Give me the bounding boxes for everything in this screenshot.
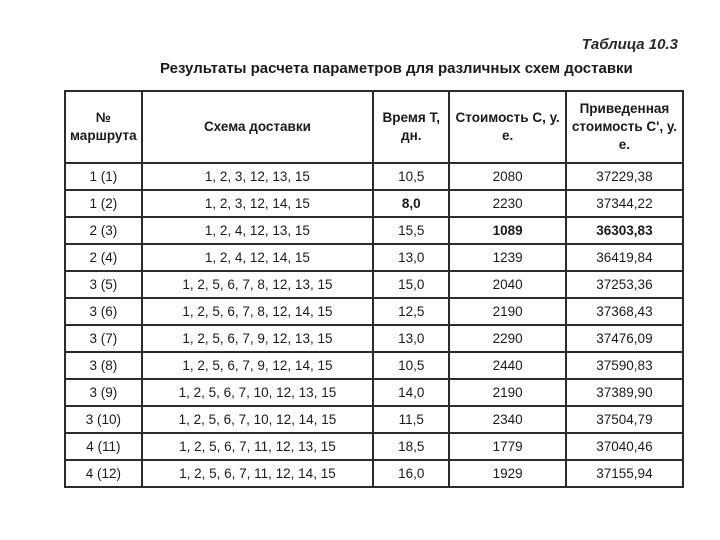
cell-scheme: 1, 2, 5, 6, 7, 11, 12, 14, 15 (142, 460, 373, 487)
cell-cost: 2290 (449, 325, 565, 352)
table-row (65, 163, 683, 190)
cell-reduced-cost: 37155,94 (566, 460, 683, 487)
cell-time: 18,5 (373, 433, 449, 460)
cell-route: 4 (12) (65, 460, 142, 487)
cell-reduced-cost: 37590,83 (566, 352, 683, 379)
cell-route: 1 (2) (65, 190, 142, 217)
cell-cost: 2190 (449, 379, 565, 406)
cell-reduced-cost: 37389,90 (566, 379, 683, 406)
table-row (65, 460, 683, 487)
table-row (65, 352, 683, 379)
cell-cost: 1239 (449, 244, 565, 271)
cell-reduced-cost: 37504,79 (566, 406, 683, 433)
cell-cost: 2040 (449, 271, 565, 298)
cell-cost: 1929 (449, 460, 565, 487)
cell-time: 15,0 (373, 271, 449, 298)
cell-reduced-cost: 37344,22 (566, 190, 683, 217)
cell-time: 11,5 (373, 406, 449, 433)
table-row (65, 190, 683, 217)
cell-scheme: 1, 2, 4, 12, 14, 15 (142, 244, 373, 271)
results-table (64, 90, 684, 488)
cell-scheme: 1, 2, 5, 6, 7, 8, 12, 13, 15 (142, 271, 373, 298)
cell-route: 2 (3) (65, 217, 142, 244)
cell-time: 12,5 (373, 298, 449, 325)
cell-reduced-cost: 37476,09 (566, 325, 683, 352)
cell-cost: 2190 (449, 298, 565, 325)
cell-reduced-cost: 36303,83 (566, 217, 683, 244)
cell-cost: 2230 (449, 190, 565, 217)
cell-cost: 1089 (449, 217, 565, 244)
cell-route: 4 (11) (65, 433, 142, 460)
cell-scheme: 1, 2, 5, 6, 7, 11, 12, 13, 15 (142, 433, 373, 460)
cell-route: 3 (9) (65, 379, 142, 406)
header-scheme: Схема доставки (142, 91, 373, 163)
cell-scheme: 1, 2, 3, 12, 14, 15 (142, 190, 373, 217)
cell-route: 2 (4) (65, 244, 142, 271)
cell-reduced-cost: 37229,38 (566, 163, 683, 190)
cell-time: 13,0 (373, 244, 449, 271)
cell-time: 10,5 (373, 163, 449, 190)
cell-time: 14,0 (373, 379, 449, 406)
cell-route: 3 (8) (65, 352, 142, 379)
header-row (65, 91, 683, 163)
table-header (65, 91, 683, 163)
cell-scheme: 1, 2, 5, 6, 7, 9, 12, 14, 15 (142, 352, 373, 379)
cell-route: 3 (7) (65, 325, 142, 352)
header-route: № маршрута (65, 91, 142, 163)
cell-time: 16,0 (373, 460, 449, 487)
header-time: Время T, дн. (373, 91, 449, 163)
table-row (65, 406, 683, 433)
cell-cost: 2340 (449, 406, 565, 433)
cell-route: 3 (10) (65, 406, 142, 433)
cell-time: 13,0 (373, 325, 449, 352)
cell-route: 3 (6) (65, 298, 142, 325)
table-caption: Таблица 10.3 (581, 36, 678, 53)
cell-reduced-cost: 36419,84 (566, 244, 683, 271)
cell-scheme: 1, 2, 5, 6, 7, 8, 12, 14, 15 (142, 298, 373, 325)
cell-scheme: 1, 2, 5, 6, 7, 10, 12, 14, 15 (142, 406, 373, 433)
table-row (65, 379, 683, 406)
cell-scheme: 1, 2, 3, 12, 13, 15 (142, 163, 373, 190)
cell-cost: 2440 (449, 352, 565, 379)
cell-scheme: 1, 2, 5, 6, 7, 10, 12, 13, 15 (142, 379, 373, 406)
table-body (65, 163, 683, 487)
cell-cost: 2080 (449, 163, 565, 190)
cell-scheme: 1, 2, 5, 6, 7, 9, 12, 13, 15 (142, 325, 373, 352)
table-row (65, 271, 683, 298)
table-row (65, 217, 683, 244)
cell-time: 10,5 (373, 352, 449, 379)
table-row (65, 244, 683, 271)
cell-reduced-cost: 37253,36 (566, 271, 683, 298)
cell-reduced-cost: 37040,46 (566, 433, 683, 460)
cell-time: 15,5 (373, 217, 449, 244)
cell-reduced-cost: 37368,43 (566, 298, 683, 325)
cell-route: 1 (1) (65, 163, 142, 190)
table-row (65, 298, 683, 325)
cell-cost: 1779 (449, 433, 565, 460)
cell-scheme: 1, 2, 4, 12, 13, 15 (142, 217, 373, 244)
header-reduced-cost: Приведенная стоимость C', у. е. (566, 91, 683, 163)
cell-route: 3 (5) (65, 271, 142, 298)
table-row (65, 325, 683, 352)
table-title: Результаты расчета параметров для различных схем доставки (160, 60, 633, 77)
table-row (65, 433, 683, 460)
cell-time: 8,0 (373, 190, 449, 217)
header-cost: Стоимость C, у. е. (449, 91, 565, 163)
